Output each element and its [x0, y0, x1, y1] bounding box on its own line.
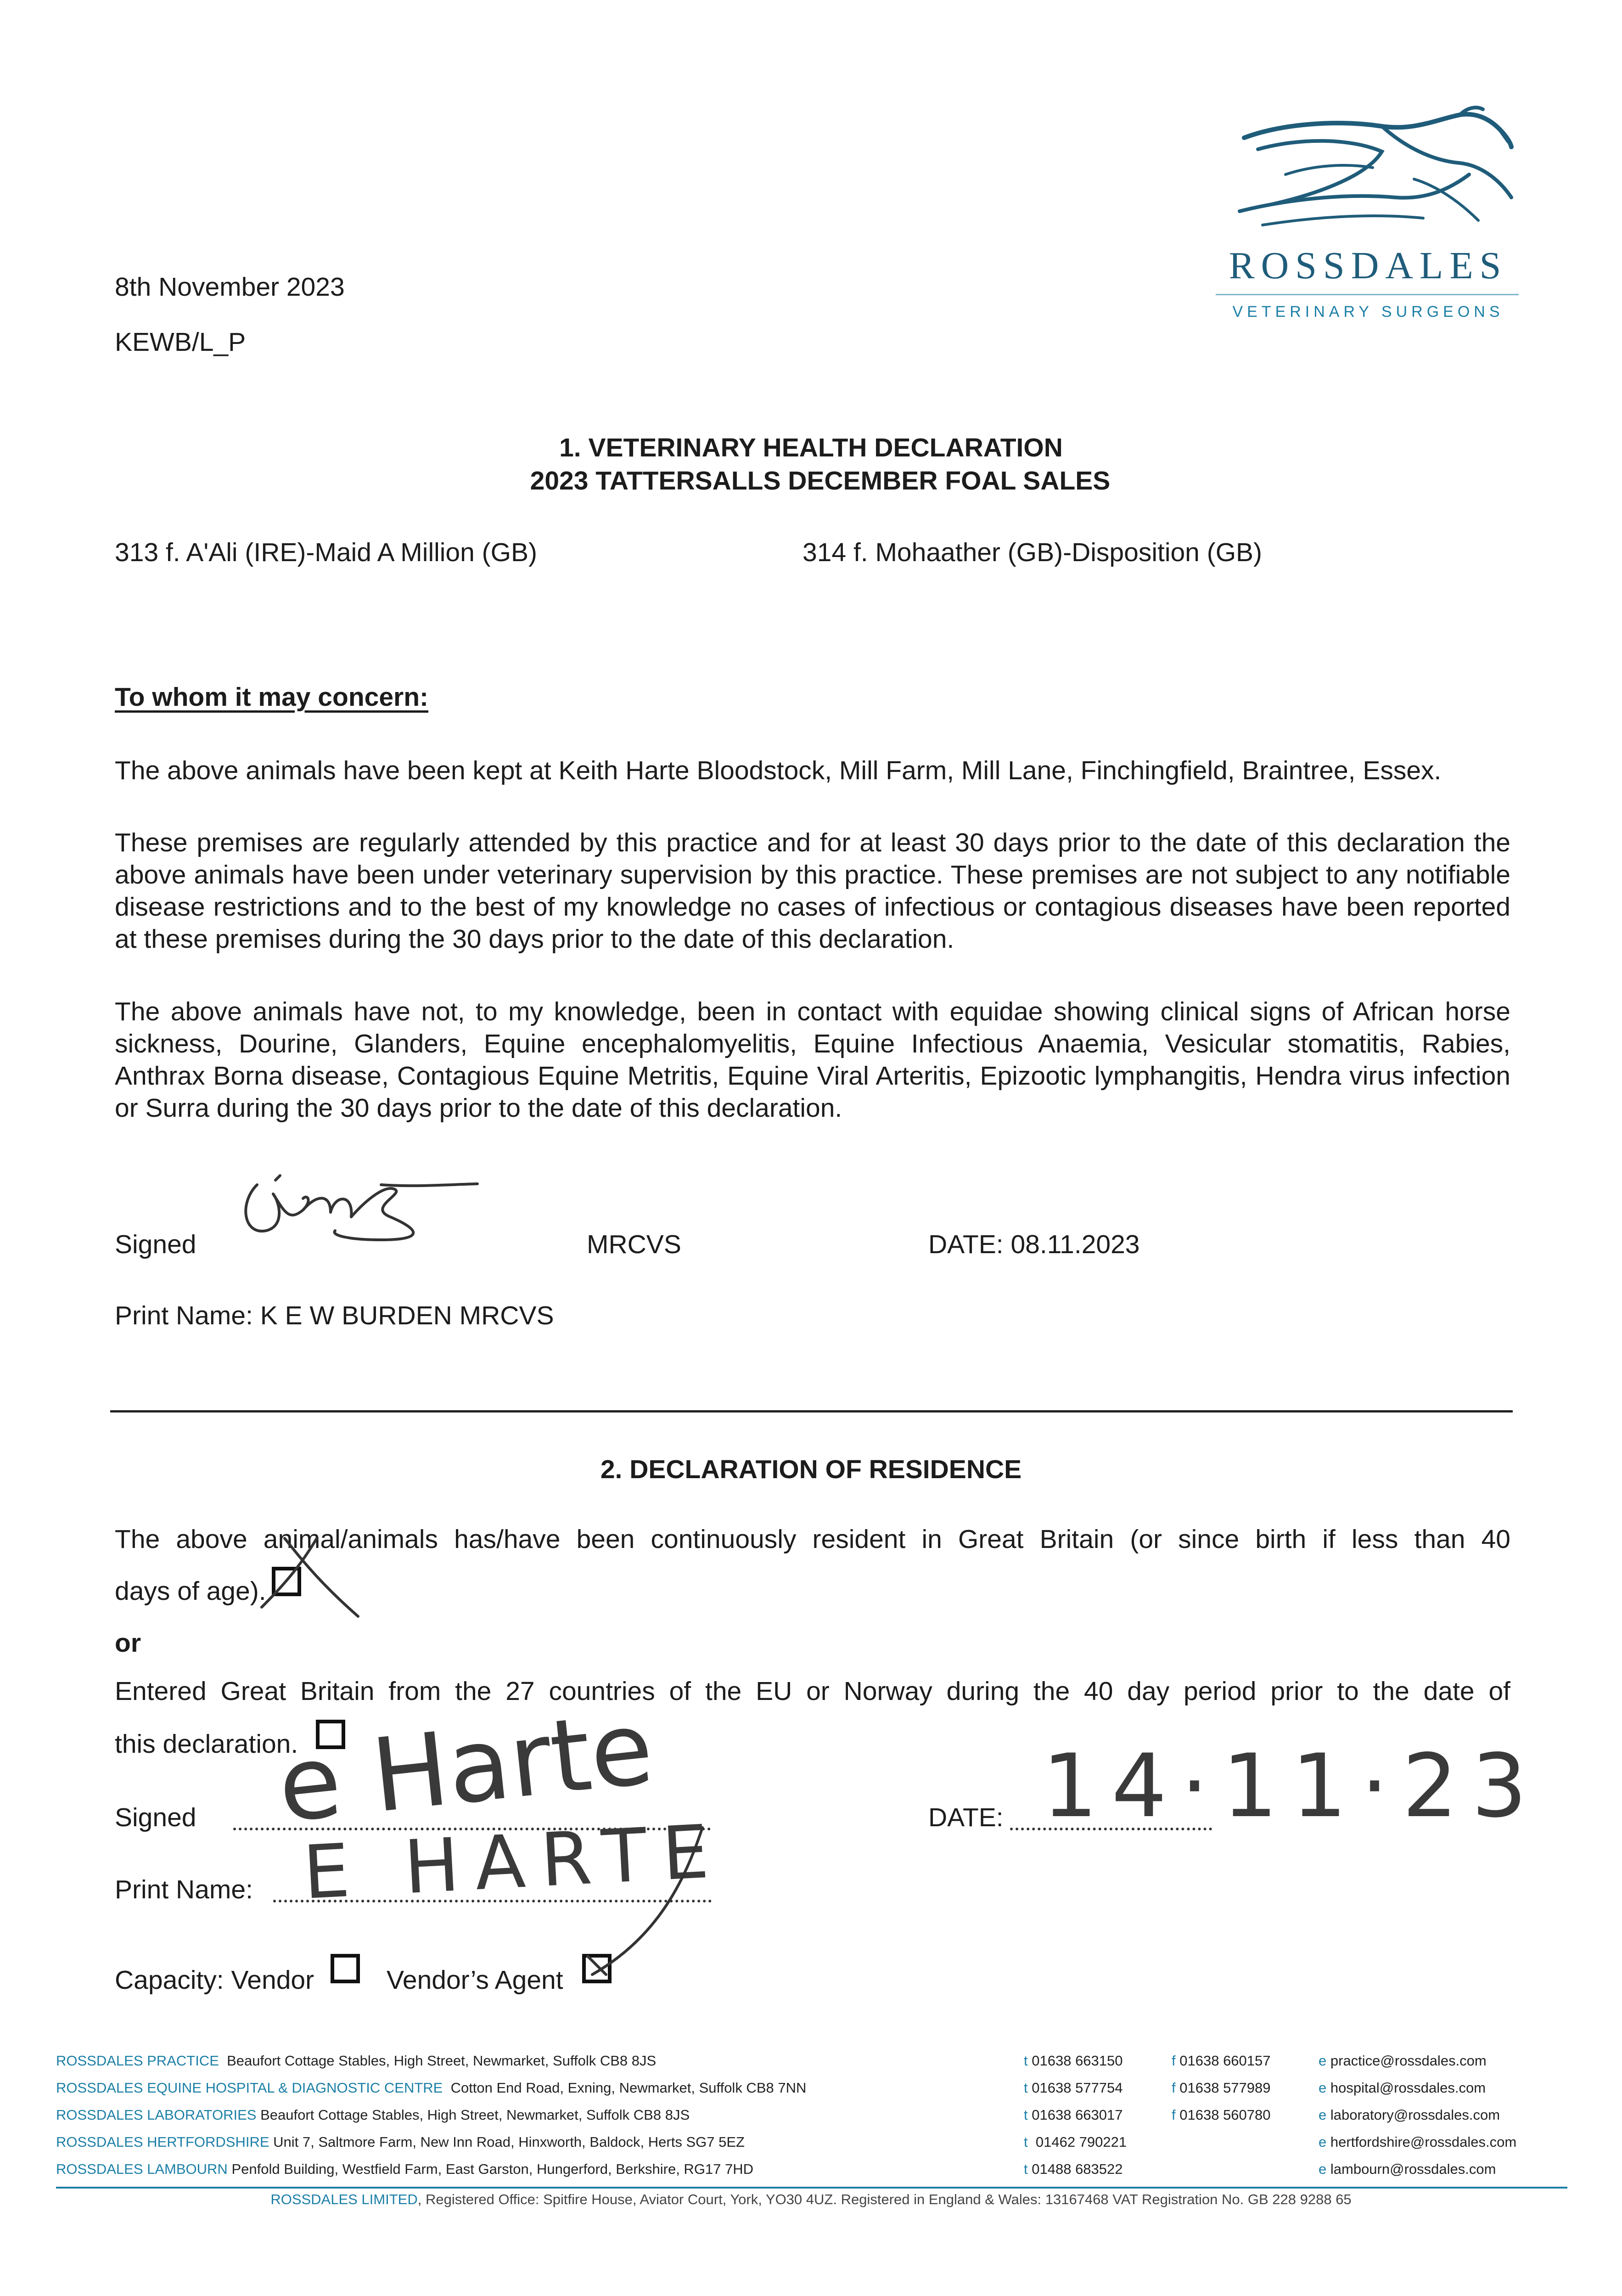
salutation: To whom it may concern:: [115, 682, 429, 712]
residence-option2-line1: Entered Great Britain from the 27 countries of the EU or Norway during the 40 day period prior to the date of: [115, 1677, 1510, 1706]
premises-paragraph: The above animals have been kept at Keith Harte Bloodstock, Mill Farm, Mill Lane, Finchingfield, Braintree, Essex.: [115, 756, 1442, 785]
galloping-horse-icon: [1230, 106, 1515, 243]
brand-subtitle: VETERINARY SURGEONS: [1232, 303, 1504, 321]
mrcvs-label: MRCVS: [587, 1230, 681, 1259]
footer-fax-2: f 01638 560780: [1172, 2107, 1271, 2123]
footer-laboratories-row: ROSSDALES LABORATORIES Beaufort Cottage Stables, High Street, Newmarket, Suffolk CB8 8JS: [56, 2107, 690, 2123]
section1-title: 1. VETERINARY HEALTH DECLARATION: [559, 433, 1063, 462]
footer-hospital-row: ROSSDALES EQUINE HOSPITAL & DIAGNOSTIC CENTRE Cotton End Road, Exning, Newmarket, Suffolk CB8 7NN: [56, 2080, 807, 2096]
section-divider: [110, 1410, 1513, 1412]
footer-email-4[interactable]: e lambourn@rossdales.com: [1319, 2161, 1496, 2177]
agent-checkbox-mark: [578, 1818, 716, 2002]
owner-print-name-label: Print Name:: [115, 1875, 253, 1904]
residence-option1-line1: The above animal/animals has/have been continuously resident in Great Britain (or since birth if less than 40: [115, 1525, 1510, 1554]
vet-date: DATE: 08.11.2023: [928, 1230, 1140, 1259]
footer-email-0[interactable]: e practice@rossdales.com: [1319, 2053, 1487, 2069]
capacity-label: Capacity: Vendor: [115, 1965, 314, 1995]
registered-office: ROSSDALES LIMITED, Registered Office: Spitfire House, Aviator Court, York, YO30 4UZ. Registered in England & Wales: 13167468 VAT Registration No. GB 228 9288 65: [270, 2191, 1352, 2207]
checkbox-cross-mark: [248, 1529, 367, 1621]
brand-underline: [1216, 294, 1519, 295]
lot-314: 314 f. Mohaather (GB)-Disposition (GB): [803, 538, 1263, 567]
vet-print-name: Print Name: K E W BURDEN MRCVS: [115, 1301, 554, 1330]
footer-fax-1: f 01638 577989: [1172, 2080, 1271, 2096]
owner-signed-label: Signed: [115, 1803, 196, 1832]
vendor-checkbox[interactable]: [331, 1954, 360, 1983]
lot-313: 313 f. A'Ali (IRE)-Maid A Million (GB): [115, 538, 537, 567]
or-label: or: [115, 1628, 141, 1658]
company-logo: [1212, 106, 1524, 344]
vet-signature: [230, 1166, 487, 1258]
owner-print-name: E HARTE: [301, 1808, 727, 1916]
footer-divider: [56, 2187, 1567, 2189]
footer-hertfordshire-row: ROSSDALES HERTFORDSHIRE Unit 7, Saltmore Farm, New Inn Road, Hinxworth, Baldock, Herts SG7 5EZ: [56, 2134, 745, 2150]
footer-phone-0: t 01638 663150: [1024, 2053, 1123, 2069]
footer-email-2[interactable]: e laboratory@rossdales.com: [1319, 2107, 1500, 2123]
letter-reference: KEWB/L_P: [115, 327, 246, 357]
footer-email-1[interactable]: e hospital@rossdales.com: [1319, 2080, 1486, 2096]
footer-phone-1: t 01638 577754: [1024, 2080, 1123, 2096]
residence-option1-line2: days of age).: [115, 1576, 266, 1606]
disease-paragraph: The above animals have not, to my knowledge, been in contact with equidae showing clinical signs of African horse sickness, Dourine, Glanders, Equine encephalomyelitis, Equine Infectious Anaemia, Vesicular stomatitis, Rabies, Anthrax Borna disease, Contagious Equine Metritis, Equine Viral Arteritis, Epizootic lymphangitis, Hendra virus infection or Surra during the 30 days prior to the date of this declaration.: [115, 997, 1510, 1123]
footer-lambourn-row: ROSSDALES LAMBOURN Penfold Building, Westfield Farm, East Garston, Hungerford, Berkshire, RG17 7HD: [56, 2161, 754, 2177]
footer-fax-0: f 01638 660157: [1172, 2053, 1271, 2069]
vendors-agent-label: Vendor’s Agent: [387, 1965, 563, 1995]
footer-practice-row: ROSSDALES PRACTICE Beaufort Cottage Stables, High Street, Newmarket, Suffolk CB8 8JS: [56, 2053, 657, 2069]
footer-phone-2: t 01638 663017: [1024, 2107, 1123, 2123]
owner-date-label: DATE:: [928, 1803, 1004, 1832]
section2-title: 2. DECLARATION OF RESIDENCE: [600, 1455, 1022, 1484]
vet-signed-label: Signed: [115, 1230, 196, 1259]
brand-name: ROSSDALES: [1229, 244, 1508, 287]
footer-phone-4: t 01488 683522: [1024, 2161, 1123, 2177]
owner-date: 14·11·23: [1042, 1735, 1541, 1837]
footer-email-3[interactable]: e hertfordshire@rossdales.com: [1319, 2134, 1517, 2150]
footer-phone-3: t 01462 790221: [1024, 2134, 1127, 2150]
supervision-paragraph: These premises are regularly attended by this practice and for at least 30 days prior to the date of this declaration the above animals have been under veterinary supervision by this practice. These premises are not subject to any notifiable disease restrictions and to the best of my knowledge no cases of infectious or contagious diseases have been reported at these premises during the 30 days prior to the date of this declaration.: [115, 828, 1510, 954]
section1-subtitle: 2023 TATTERSALLS DECEMBER FOAL SALES: [530, 466, 1111, 495]
owner-signature: e Harte: [273, 1688, 658, 1845]
residence-option2-line2: this declaration.: [115, 1729, 298, 1759]
letter-date: 8th November 2023: [115, 272, 345, 302]
